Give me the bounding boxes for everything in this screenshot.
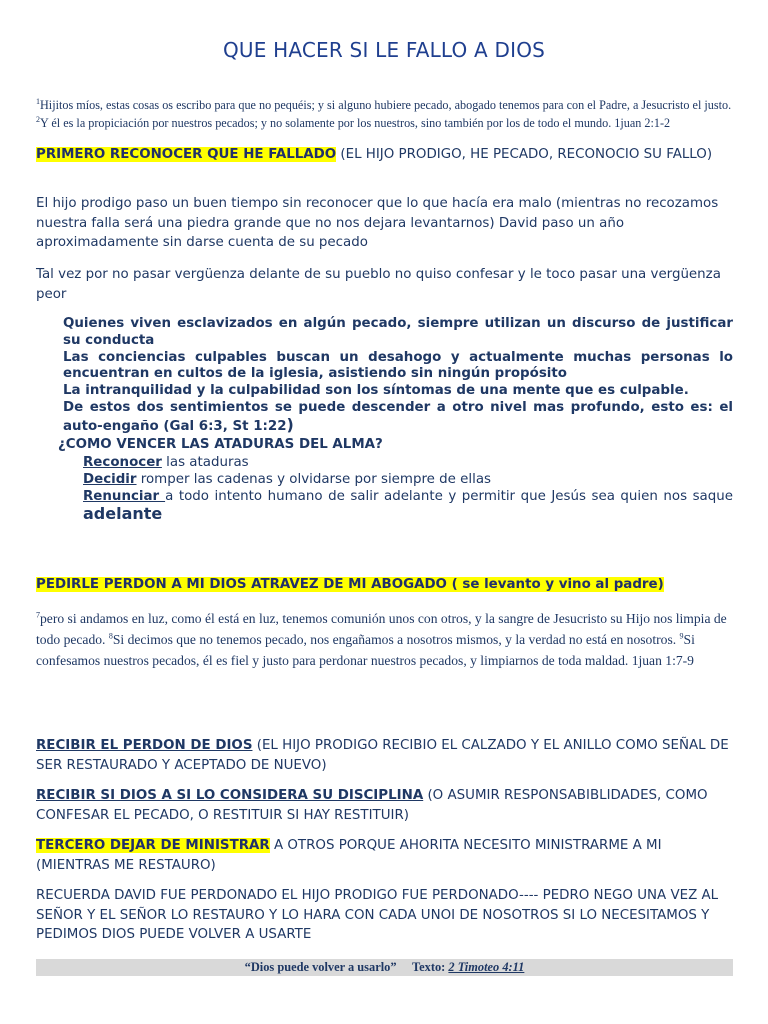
emphasis-word: adelante [83, 504, 163, 523]
footer-quote: “Dios puede volver a usarlo” [244, 960, 397, 974]
list-item [83, 454, 733, 471]
verse-text: Y él es la propiciación por nuestros pecados; y no solamente por los nuestros, sino también por los de todo el mundo. 1juan 2:1-2 [40, 116, 671, 130]
page-title: QUE HACER SI LE FALLO A DIOS [222, 38, 546, 62]
heading-note: (EL HIJO PRODIGO, HE PECADO, RECONOCIO SU FALLO) [336, 147, 713, 162]
list-item: Las conciencias culpables buscan un desahogo y actualmente muchas personas lo encuentran en cultos de la iglesia, asistiendo sin ningún propósito [63, 349, 733, 382]
verse-number: 9 [679, 631, 684, 641]
scripture-quote-1juan-1 [36, 608, 736, 671]
steps-list [83, 454, 733, 524]
section-heading-dejar-ministrar [36, 836, 736, 875]
step-text: las ataduras [161, 455, 249, 470]
closing-paren: ) [286, 414, 294, 434]
footer-citation [36, 959, 733, 976]
verse-text: Si decimos que no tenemos pecado, nos engañamos a nosotros mismos, y la verdad no está en nosotros. [112, 632, 680, 647]
paragraph-recuerda: RECUERDA DAVID FUE PERDONADO EL HIJO PRODIGO FUE PERDONADO---- PEDRO NEGO UNA VEZ AL SEÑOR Y EL SEÑOR LO RESTAURO Y LO HARA CON CADA UNOI DE NOSOTROS SI LO NECESITAMOS Y PEDIMOS DIOS PUEDE VOLVER A USARTE [36, 888, 719, 942]
footer-label: Texto: [412, 960, 449, 974]
step-keyword: Decidir [83, 472, 137, 487]
verse-number: 8 [108, 631, 113, 641]
bullet-list [63, 316, 733, 436]
underlined-heading: RECIBIR SI DIOS A SI LO CONSIDERA SU DISCIPLINA [36, 788, 424, 803]
paragraph-verguenza: Tal vez por no pasar vergüenza delante de su pueblo no quiso confesar y le toco pasar una vergüenza peor [36, 267, 721, 302]
verse-number: 2 [36, 114, 40, 124]
section-heading-disciplina [36, 786, 736, 825]
footer-reference: 2 Timoteo 4:11 [448, 960, 525, 974]
highlighted-heading: PRIMERO RECONOCER QUE HE FALLADO [36, 147, 337, 162]
highlighted-heading: TERCERO DEJAR DE MINISTRAR [36, 838, 270, 853]
list-item: Quienes viven esclavizados en algún pecado, siempre utilizan un discurso de justificar su conducta [63, 316, 733, 348]
verse-text: pero si andamos en luz, como él está en luz, tenemos comunión unos con otros, y la sangre de Jesucristo su Hijo nos limpia de todo pecado. [36, 611, 727, 647]
heading-note: (EL HIJO PRODIGO RECIBIO EL CALZADO Y EL ANILLO COMO SEÑAL DE SER RESTAURADO Y ACEPTADO DE NUEVO) [36, 738, 729, 773]
verse-number: 1 [36, 96, 40, 106]
highlighted-heading: PEDIRLE PERDON A MI DIOS ATRAVEZ DE MI ABOGADO ( se levanto y vino al padre) [36, 577, 664, 592]
section-heading-recibir-perdon [36, 736, 736, 775]
list-item [83, 488, 733, 524]
step-text: romper las cadenas y olvidarse por siempre de ellas [136, 472, 492, 487]
underlined-heading: RECIBIR EL PERDON DE DIOS [36, 738, 253, 753]
scripture-quote-1juan-2 [36, 96, 736, 132]
verse-text: Hijitos míos, estas cosas os escribo para que no pequéis; y si alguno hubiere pecado, abogado tenemos para con el Padre, a Jesucristo el justo. [40, 98, 732, 112]
step-keyword: Renunciar [83, 489, 166, 504]
verse-number: 7 [36, 610, 40, 620]
paragraph-hijo-prodigo: El hijo prodigo paso un buen tiempo sin reconocer que lo que hacía era malo (mientras no recozamos nuestra falla será una piedra grande que no nos dejara levantarnos) David paso un año aproximadamente sin darse cuenta de su pecado [36, 196, 719, 250]
section-heading-reconocer [36, 145, 736, 165]
step-text: a todo intento humano de salir adelante y permitir que Jesús sea quien nos saque [165, 489, 733, 504]
step-keyword: Reconocer [83, 455, 162, 470]
heading-note: A OTROS PORQUE AHORITA NECESITO MINISTRARME A MI (MIENTRAS ME RESTAURO) [36, 838, 662, 873]
heading-note: (O ASUMIR RESPONSABIBLIDADES, COMO CONFESAR EL PECADO, O RESTITUIR SI HAY RESTITUIR) [36, 788, 708, 823]
list-item: La intranquilidad y la culpabilidad son los síntomas de una mente que es culpable. [63, 383, 689, 399]
verse-text: Si confesamos nuestros pecados, él es fiel y justo para perdonar nuestros pecados, y limpiarnos de toda maldad. 1juan 1:7-9 [36, 632, 695, 668]
list-item [63, 400, 733, 436]
question-heading: ¿COMO VENCER LAS ATADURAS DEL ALMA? [58, 437, 383, 452]
section-heading-pedir-perdon [36, 575, 736, 595]
list-item [83, 471, 733, 488]
list-item-text: De estos dos sentimientos se puede descender a otro nivel mas profundo, esto es: el auto-engaño (Gal 6:3, St 1:22 [63, 399, 733, 434]
